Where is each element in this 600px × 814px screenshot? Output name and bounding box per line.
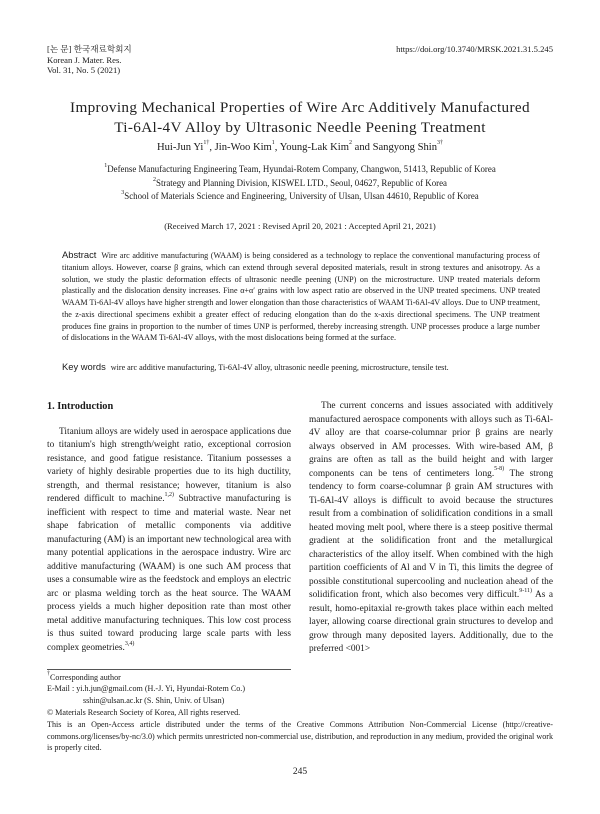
section-heading: 1. Introduction: [47, 401, 114, 412]
affiliation-number: 1: [104, 163, 108, 170]
affiliation: [30, 190, 570, 204]
author-affiliation-mark: 3†: [437, 140, 444, 147]
paper-title: [30, 98, 570, 138]
right-column: [309, 400, 553, 657]
journal-name-english: Korean J. Mater. Res.: [47, 54, 122, 65]
affiliation: [30, 177, 570, 191]
abstract: [62, 249, 540, 344]
citation: 3,4): [124, 640, 135, 647]
copyright-line: © Materials Research Society of Korea, All rights reserved.: [47, 708, 241, 717]
corresponding-label: Corresponding author: [50, 673, 121, 682]
keywords: [62, 361, 540, 373]
author-affiliation-mark: 2: [348, 140, 352, 147]
corresponding-email: E-Mail : yi.h.jun@gmail.com (H.-J. Yi, Hyundai-Rotem Co.): [47, 684, 246, 694]
affiliation-number: 3: [121, 190, 125, 197]
citation: 9-11): [519, 588, 532, 595]
page-number: 245: [292, 767, 308, 777]
author-name: Hui-Jun Yi: [156, 142, 204, 153]
corresponding-email-2: sshin@ulsan.ac.kr (S. Shin, Univ. of Ulsan): [83, 695, 225, 705]
journal-header: [47, 44, 132, 76]
journal-name-korean: [논 문] 한국재료학회지: [47, 44, 132, 54]
journal-volume: Vol. 31, No. 5 (2021): [47, 65, 121, 76]
author-separator: and: [351, 142, 373, 153]
citation: 5-8): [494, 466, 505, 473]
corresponding-mark: †: [47, 671, 50, 678]
intro-paragraph: Titanium alloys are widely used in aerospace applications due to titanium's high strength/weight ratio, exceptional corrosion resistance, and good fatigue resistance. Titanium possesses a variety of highly desirable properties due to its high ductility, strength, and thermal resistance; however, titanium is also rendered difficult to machine.$^{1,2)}$ Subtractive manufacturing is inefficient with respect to time and material waste. Near net shape fabrication of metallic components via additive manufacturing (AM) is an important new technological area with many potential applications in the aerospace industry. Wire arc additive manufacturing (WAAM) is one such AM process that uses a consumable wire as the feedstock and employs an electric arc or plasma welding torch as the heat source. The WAAM process yields a much higher deposition rate than most other metal additive manufacturing techniques. This low cost process is thus suited toward producing large scale parts with less complex geometries.$^{3,4)}$: [47, 426, 291, 653]
abstract-label: Abstract: [62, 249, 97, 260]
affiliation-text: Defense Manufacturing Engineering Team, Hyundai-Rotem Company, Changwon, 51413, Republic of Korea: [107, 164, 496, 174]
citation: 1,2): [164, 491, 175, 498]
license-text: This is an Open-Access article distributed under the terms of the Creative Commons Attribution Non-Commercial License (http://creative-commons.org/licenses/by-nc/3.0) which permits unrestricted non-commercial use, distribution, and reproduction in any medium, provided the original work is properly cited.: [47, 719, 553, 753]
affiliation-number: 2: [153, 176, 157, 183]
keywords-label: Key words: [62, 361, 106, 372]
footnote-divider: [47, 669, 291, 670]
affiliation-text: School of Materials Science and Engineering, University of Ulsan, Ulsan 44610, Republic of Korea: [124, 191, 479, 201]
received-dates: (Received March 17, 2021 : Revised April 20, 2021 : Accepted April 21, 2021): [164, 221, 436, 231]
author-name: Sangyong Shin: [372, 142, 438, 153]
author-affiliation-mark: 1†: [203, 140, 210, 147]
affiliation-text: Strategy and Planning Division, KISWEL LTD., Seoul, 04627, Republic of Korea: [156, 177, 447, 188]
copyright-notice: [47, 707, 553, 754]
body-paragraph: The current concerns and issues associated with additively manufactured aerospace components with alloys such as Ti-6Al-4V alloy are that coarse-columnar prior β grains are nearly always observed in AM processes. With wire-based AM, β grains are often as tall as the build height and with larger components can be tens of centimeters long.$^{5-8)}$ The strong tendency to form coarse-columnar β grain AM structures with Ti-6Al-4V alloys is difficult to avoid because the structures result from a combination of solidification conditions in a small heated moving melt pool, where there is a steep positive thermal gradient at the solidification front and the metallurgical characteristics of the alloy itself. When combined with the high partition coefficients of Al and V in Ti, this limits the degree of possible constitutional supercooling and nucleation ahead of the solidification front, which also becomes very difficult.$^{9-11)}$ As a result, homo-epitaxial re-growth takes place within each melted layer, allowing coarse directional grain structures to develop and grow through many deposited layers. Additionally, due to the preferred <001>: [309, 401, 554, 655]
author-affiliation-mark: 1: [271, 140, 275, 147]
author-separator: ,: [274, 142, 280, 153]
affiliation: [30, 163, 570, 177]
author-list: [30, 142, 570, 153]
affiliation-list: [30, 163, 570, 204]
footnote: [47, 672, 307, 706]
author-name: Jin-Woo Kim: [214, 142, 272, 153]
author-separator: ,: [209, 142, 215, 153]
author-name: Young-Lak Kim: [279, 142, 349, 153]
left-column: [47, 400, 291, 655]
title-line-1: Improving Mechanical Properties of Wire Arc Additively Manufactured: [70, 99, 530, 116]
doi-link[interactable]: https://doi.org/10.3740/MRSK.2021.31.5.245: [396, 44, 553, 54]
abstract-text: Wire arc additive manufacturing (WAAM) is being considered as a technology to replace the conventional manufacturing process of titanium alloys. However, coarse β grains, which can extend through several deposited materials, result in strong textures and anisotropy. As a solution, we study the plastic deformation effects of ultrasonic needle peening (UNP) on the microstructure. UNP treated materials deform plastically and the dislocation density increases. Fine α+α′ grains with low aspect ratio are observed in the UNP treated specimens. UNP treated WAAM Ti-6Al-4V alloys have higher strength and lower elongation than those characteristics of WAAM Ti-6Al-4V alloys. Due to UNP treatment, the z-axis directional specimens exhibit a greater effect of reducing elongation than do the x-axis directional specimens. The UNP treatment produces fine grains in proportion to the number of times UNP is performed, thereby increasing strength. UNP processes produce a large number of dislocations in the WAAM Ti-6Al-4V alloys, with the most dislocations being formed at the surface.: [62, 251, 540, 343]
title-line-2: Ti-6Al-4V Alloy by Ultrasonic Needle Peening Treatment: [114, 119, 486, 136]
keywords-text: wire arc additive manufacturing, Ti-6Al-4V alloy, ultrasonic needle peening, microstructure, tensile test.: [110, 363, 449, 372]
